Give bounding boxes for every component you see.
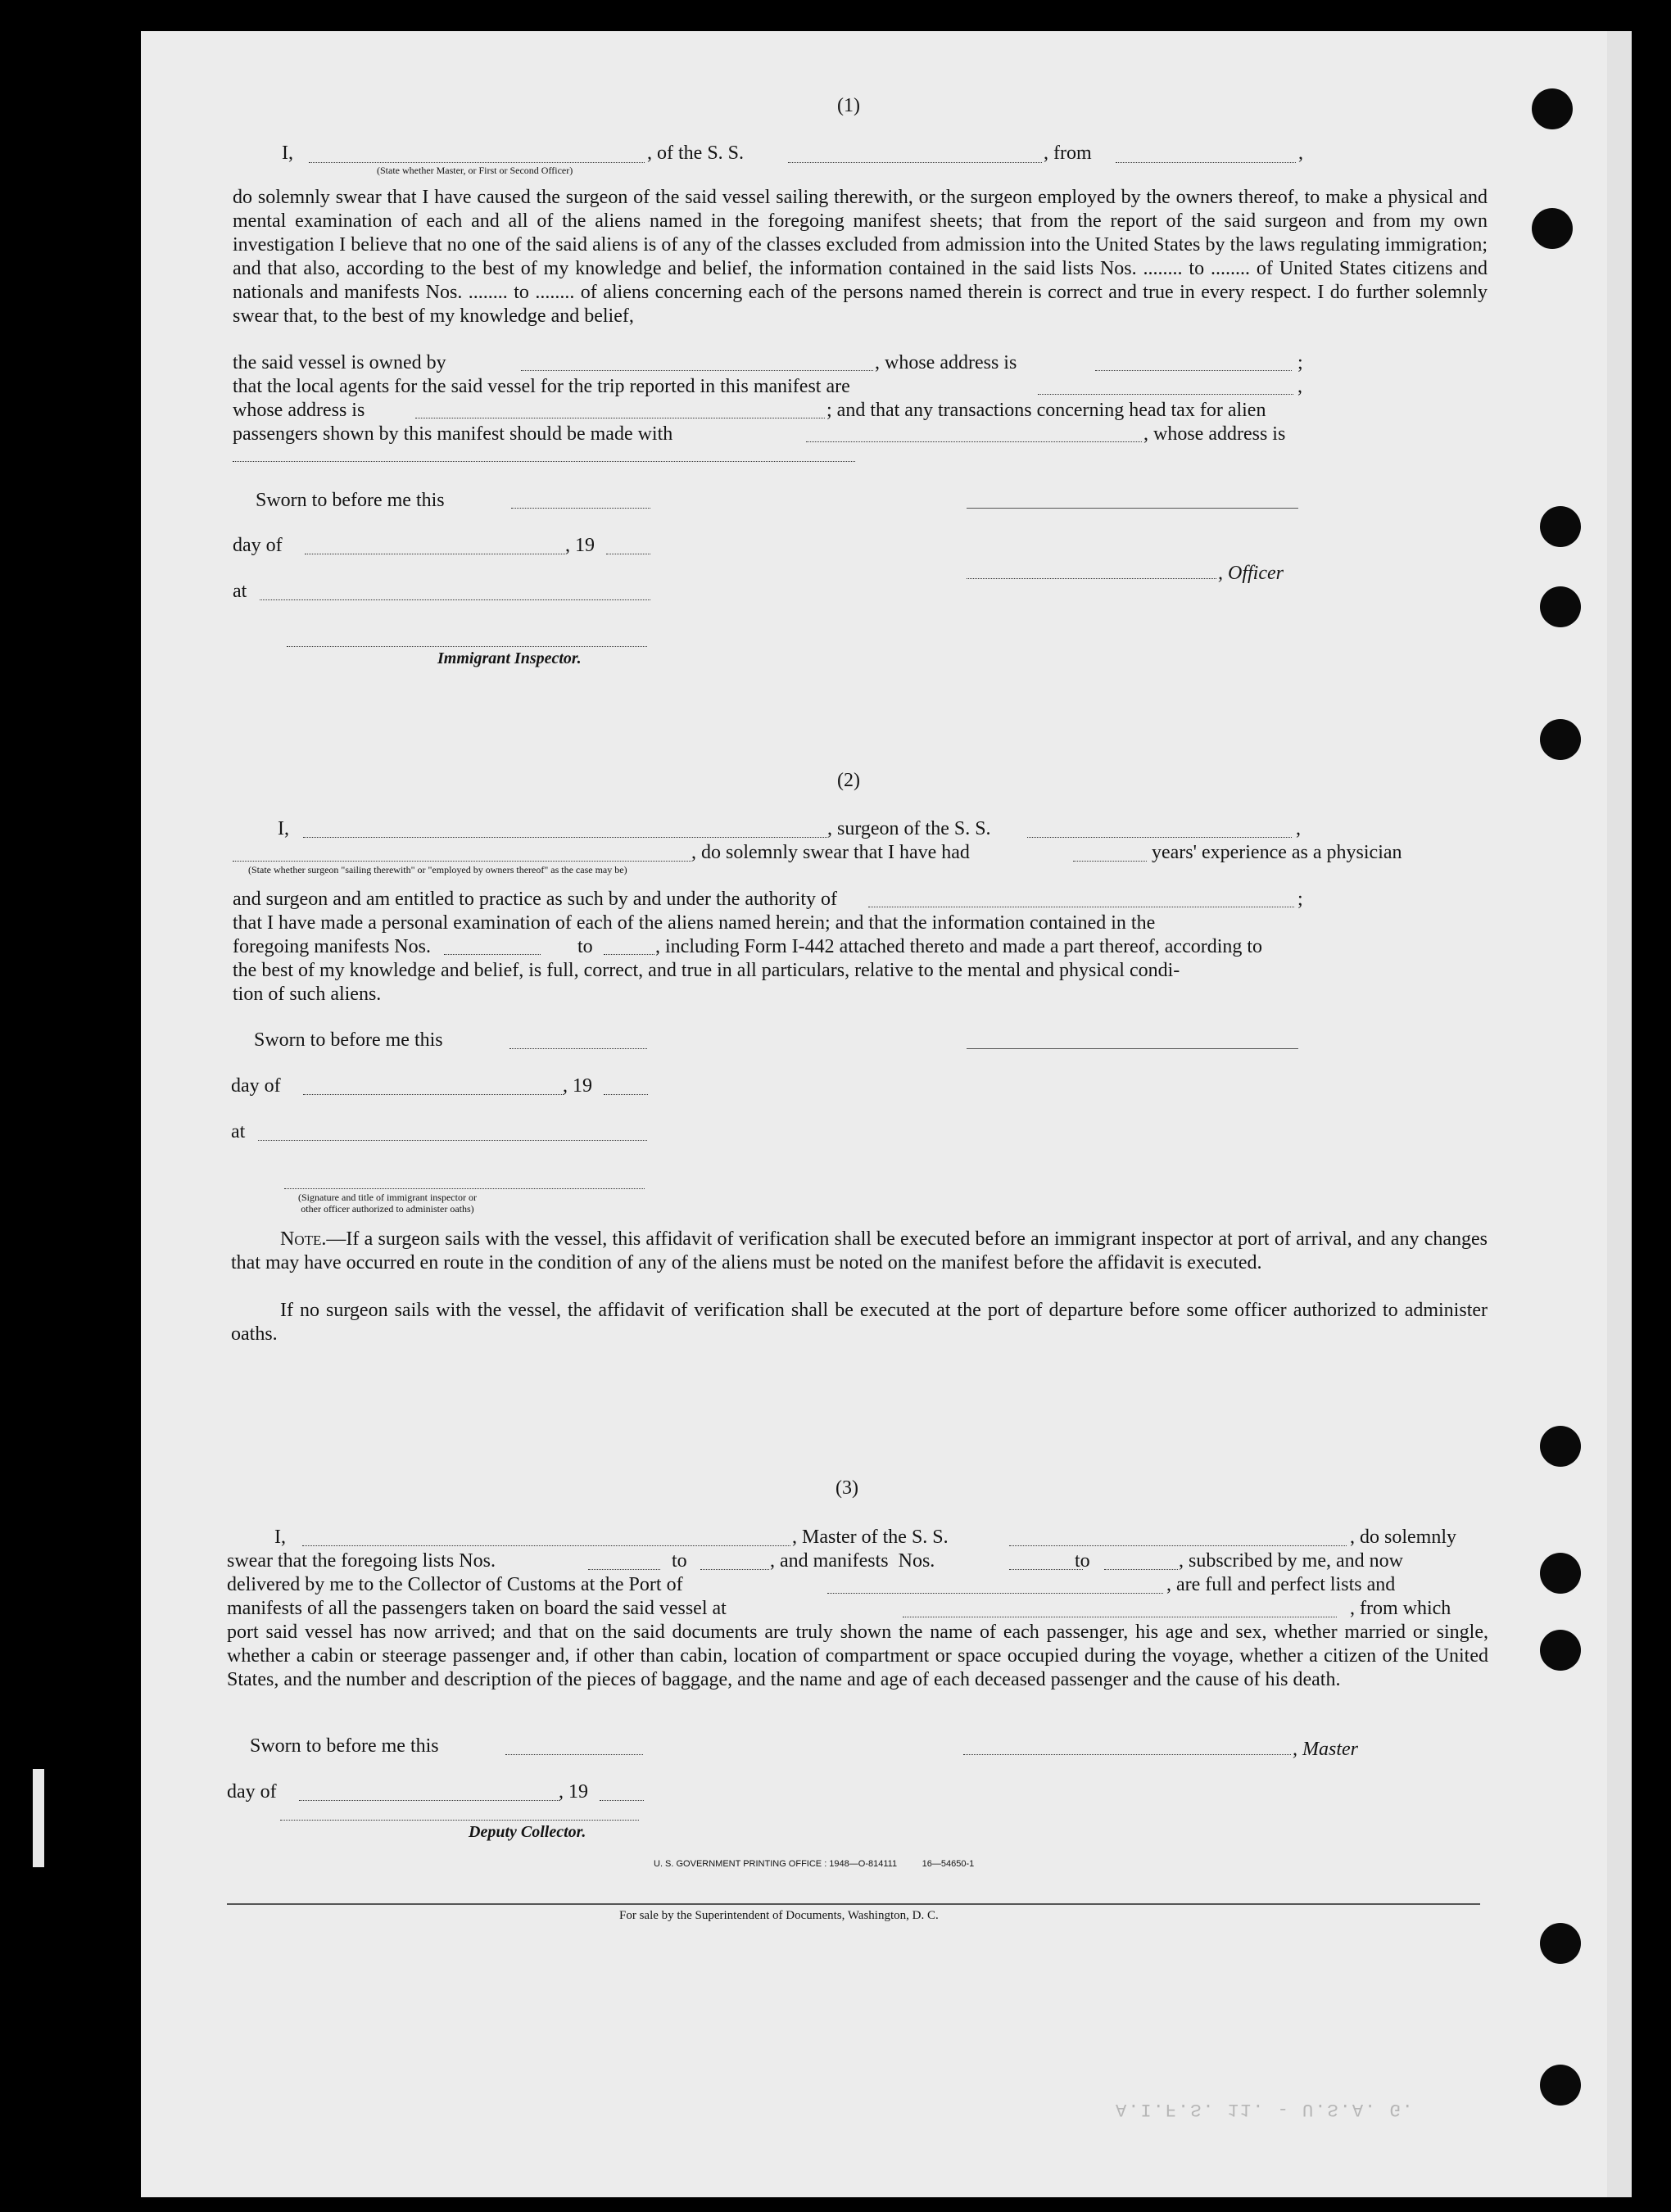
s2-line5-manifests: foregoing manifests Nos.	[233, 936, 431, 957]
punch-hole	[1532, 208, 1573, 249]
s1-agents-blank	[1038, 394, 1293, 395]
s3-line1-i: I,	[274, 1527, 286, 1548]
punch-hole	[1540, 2065, 1581, 2106]
bleed-through-text: A.I.F.S. 11. - U.S.A. G.	[1116, 2099, 1415, 2119]
s3-line2-manifests: , and manifests Nos.	[770, 1550, 935, 1572]
s1-officer-name-blank	[309, 162, 645, 163]
s1-day-label: day of	[233, 535, 283, 556]
section1-number: (1)	[837, 95, 860, 116]
section3-number: (3)	[836, 1477, 858, 1499]
s1-line1-from: , from	[1044, 142, 1092, 164]
s2-sworn-label: Sworn to before me this	[254, 1029, 443, 1051]
s2-manifest-to-blank	[604, 954, 654, 955]
s3-master-signature-line	[963, 1754, 1291, 1755]
s3-manifests-from-blank	[1009, 1569, 1083, 1570]
s3-line1-master: , Master of the S. S.	[792, 1527, 949, 1548]
s3-lists-to-blank	[700, 1569, 769, 1570]
scan-edge-artifact	[33, 1769, 44, 1867]
s3-lists-from-blank	[588, 1569, 660, 1570]
punch-hole	[1540, 586, 1581, 627]
s2-day-blank	[303, 1094, 564, 1095]
s1-owner-address-blank	[1095, 370, 1292, 371]
s3-paragraph: port said vessel has now arrived; and that on the said documents are truly shown the name of each passenger, his age and sex, whether married or single, whether a cabin or steerage passenger and, if other than cabin, location of compartment or space occupied during the voyage, whether a citizen of the United States, and the number and description of the pieces of baggage, and the name and age of each deceased passenger and the cause of his death.	[227, 1622, 1488, 1690]
s2-year-blank	[604, 1094, 648, 1095]
s3-line2-to-2: to	[1075, 1550, 1090, 1572]
s3-day-blank	[299, 1800, 559, 1801]
s1-rank-note: (State whether Master, or First or Second Officer)	[377, 165, 573, 176]
s2-line1-surgeon: , surgeon of the S. S.	[827, 818, 991, 839]
punch-hole	[1540, 1553, 1581, 1594]
gpo-printing-line: U. S. GOVERNMENT PRINTING OFFICE : 1948—O-814111 16—54650-1	[654, 1859, 975, 1869]
s1-inspector-signature-line	[287, 646, 647, 647]
s3-deputy-caption: Deputy Collector.	[469, 1823, 586, 1841]
footer-sale-note: For sale by the Superintendent of Documents, Washington, D. C.	[619, 1909, 939, 1922]
s2-sworn-blank	[509, 1048, 647, 1049]
s3-sworn-blank	[505, 1754, 643, 1755]
s2-line2-experience: years' experience as a physician	[1152, 842, 1402, 863]
s2-surgeon-name-blank	[303, 837, 827, 838]
s2-day-label: day of	[231, 1075, 281, 1097]
s1-officer-signature-line	[967, 508, 1298, 509]
punch-hole	[1540, 1923, 1581, 1964]
s2-line2-swear: , do solemnly swear that I have had	[691, 842, 970, 863]
s1-from-blank	[1116, 162, 1296, 163]
s2-signature-note: (Signature and title of immigrant inspector or other officer authorized to administer oaths)	[298, 1192, 477, 1215]
s2-line3-authority: and surgeon and am entitled to practice as such by and under the authority of	[233, 889, 837, 910]
s3-manifests-to-blank	[1104, 1569, 1178, 1570]
s1-passengers-address-label: , whose address is	[1143, 423, 1286, 445]
s1-officer-label: , Officer	[1218, 563, 1284, 584]
s3-line3-lists: , are full and perfect lists and	[1166, 1574, 1396, 1595]
s2-note-label: Note.	[280, 1228, 327, 1250]
s2-line6: the best of my knowledge and belief, is full, correct, and true in all particulars, relative to the mental and physical condi-	[233, 960, 1180, 981]
s3-line2-lists: swear that the foregoing lists Nos.	[227, 1550, 496, 1572]
document-page	[141, 31, 1632, 2197]
s1-agents-end: ,	[1297, 376, 1302, 397]
punch-hole	[1532, 88, 1573, 129]
punch-hole	[1540, 1630, 1581, 1671]
s1-owned-end: ;	[1297, 352, 1303, 373]
s3-line4-from: , from which	[1350, 1598, 1451, 1619]
page-edge	[1607, 31, 1632, 2197]
s1-passengers-label: passengers shown by this manifest should be made with	[233, 423, 673, 445]
s2-surgeon-signature-line	[967, 1048, 1298, 1049]
s1-vessel-name-blank	[788, 162, 1042, 163]
s2-year-label: , 19	[563, 1075, 592, 1097]
s1-paragraph: do solemnly swear that I have caused the surgeon of the said vessel sailing therewith, or the surgeon employed by the owners thereof, to make a physical and mental examination of each and all of the aliens named in the foregoing manifest sheets; that from the report of the said surgeon and from my own investigation I believe that no one of the said aliens is of any of the classes excluded from admission into the United States by the laws regulating immigration; and that also, according to the best of my knowledge and belief, the information contained in the said lists Nos. ........ to ........ of United States citizens and nationals and manifests Nos. ........ to ........ of aliens concerning each of the persons named therein is correct and true in every respect. I do further solemnly swear that, to the best of my knowledge and belief,	[233, 187, 1488, 327]
s1-whose-label: whose address is	[233, 400, 365, 421]
s1-year-label: , 19	[565, 535, 595, 556]
footer-rule	[227, 1903, 1480, 1905]
punch-hole	[1540, 506, 1581, 547]
s3-deputy-signature-line	[280, 1820, 639, 1821]
s3-line1-end: , do solemnly	[1350, 1527, 1456, 1548]
s1-headtax-address-blank	[233, 461, 855, 462]
s1-owner-address-label: , whose address is	[875, 352, 1017, 373]
s2-line4: that I have made a personal examination of each of the aliens named herein; and that the information contained in the	[233, 912, 1156, 934]
s2-line3-end: ;	[1297, 889, 1303, 910]
s1-agents-label: that the local agents for the said vessel for the trip reported in this manifest are	[233, 376, 850, 397]
section2-number: (2)	[837, 770, 860, 791]
s3-line2-subscribed: , subscribed by me, and now	[1179, 1550, 1403, 1572]
s2-line5-form: , including Form I-442 attached thereto and made a part thereof, according to	[655, 936, 1263, 957]
s1-inspector-caption: Immigrant Inspector.	[437, 649, 582, 667]
s1-sworn-label: Sworn to before me this	[256, 490, 445, 511]
s3-year-label: , 19	[559, 1781, 588, 1803]
s2-line7: tion of such aliens.	[233, 984, 382, 1005]
s3-sworn-label: Sworn to before me this	[250, 1735, 439, 1757]
s2-line5-to: to	[577, 936, 593, 957]
s1-headtax-blank	[806, 441, 1142, 442]
s3-port-blank	[827, 1593, 1163, 1594]
s2-years-blank	[1073, 861, 1147, 862]
s1-officer-name-line	[967, 578, 1216, 579]
s3-vessel-blank	[1009, 1545, 1347, 1546]
s2-note-text: —If a surgeon sails with the vessel, this affidavit of verification shall be executed before an immigrant inspector at port of arrival, and any changes that may have occurred en route in the condition of any of the aliens must be noted on the manifest before the affidavit is executed.	[231, 1228, 1488, 1273]
s3-master-name-blank	[302, 1545, 790, 1546]
s1-sworn-blank	[511, 508, 650, 509]
s2-manifest-from-blank	[444, 954, 541, 955]
s1-line1-end: ,	[1298, 142, 1303, 164]
s3-day-label: day of	[227, 1781, 277, 1803]
punch-hole	[1540, 1426, 1581, 1467]
s2-line1-end: ,	[1296, 818, 1301, 839]
s1-line1-ss: , of the S. S.	[647, 142, 745, 164]
punch-hole	[1540, 719, 1581, 760]
s3-line4-manifests: manifests of all the passengers taken on board the said vessel at	[227, 1598, 727, 1619]
s1-line1-i: I,	[282, 142, 293, 164]
s1-headtax-text: ; and that any transactions concerning head tax for alien	[826, 400, 1266, 421]
s2-at-blank	[258, 1140, 647, 1141]
s2-at-label: at	[231, 1121, 246, 1142]
s2-status-blank	[233, 861, 691, 862]
s2-status-note: (State whether surgeon "sailing therewith" or "employed by owners thereof" as the case may be)	[248, 864, 627, 875]
s1-at-blank	[260, 599, 650, 600]
s1-at-label: at	[233, 581, 247, 602]
s3-master-label: , Master	[1293, 1739, 1358, 1760]
s3-line2-to: to	[672, 1550, 687, 1572]
s1-owned-label: the said vessel is owned by	[233, 352, 446, 373]
s2-inspector-signature-line	[284, 1188, 645, 1189]
s2-vessel-blank	[1027, 837, 1292, 838]
s3-year-blank	[600, 1800, 644, 1801]
s2-note-paragraph	[231, 1228, 1488, 1275]
s2-line1-i: I,	[278, 818, 289, 839]
s2-note-paragraph-2: If no surgeon sails with the vessel, the affidavit of verification shall be executed at the port of departure before some officer authorized to administer oaths.	[231, 1300, 1488, 1345]
s3-line3-port: delivered by me to the Collector of Customs at the Port of	[227, 1574, 683, 1595]
s1-owner-blank	[521, 370, 873, 371]
